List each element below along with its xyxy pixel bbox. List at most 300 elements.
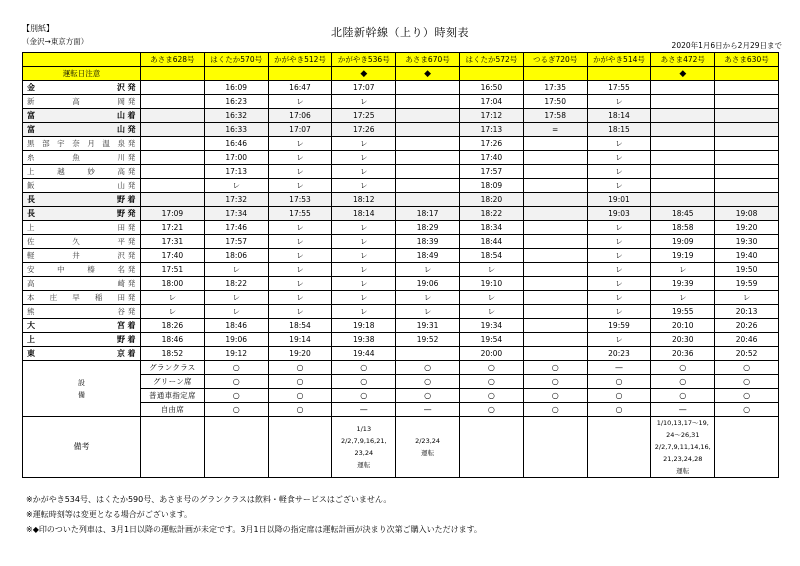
- time-cell: [651, 123, 715, 137]
- time-cell: [396, 165, 460, 179]
- time-cell: レ: [141, 305, 205, 319]
- time-cell: 18:29: [396, 221, 460, 235]
- facility-availability-cell: ○: [459, 389, 523, 403]
- time-cell: [523, 221, 587, 235]
- time-cell: 18:45: [651, 207, 715, 221]
- time-cell: 16:09: [204, 81, 268, 95]
- arrive-depart-mark: 発: [127, 208, 136, 218]
- time-cell: 19:55: [651, 305, 715, 319]
- remark-cell: [141, 417, 205, 478]
- station-label: [23, 319, 141, 333]
- time-cell: レ: [268, 165, 332, 179]
- time-cell: 19:38: [332, 333, 396, 347]
- remarks-row: [23, 417, 779, 478]
- time-cell: 17:13: [204, 165, 268, 179]
- time-cell: 20:52: [715, 347, 779, 361]
- remark-cell: [715, 417, 779, 478]
- remark-cell: 1/10,13,17〜19, 24〜26,31 2/2,7,9,11,14,16, 21,23,24,28 運転: [651, 417, 715, 478]
- time-cell: 17:26: [332, 123, 396, 137]
- time-cell: レ: [332, 249, 396, 263]
- time-cell: 17:51: [141, 263, 205, 277]
- time-cell: [523, 249, 587, 263]
- facility-availability-cell: ○: [332, 389, 396, 403]
- remark-cell: 1/13 2/2,7,9,16,21, 23,24 運転: [332, 417, 396, 478]
- remarks-label: 備考: [23, 417, 141, 478]
- time-cell: レ: [268, 277, 332, 291]
- arrive-depart-mark: 発: [127, 292, 136, 302]
- time-cell: 17:53: [268, 193, 332, 207]
- page-title: 北陸新幹線（上り）時刻表: [331, 26, 469, 39]
- time-cell: 19:14: [268, 333, 332, 347]
- time-cell: 17:50: [523, 95, 587, 109]
- time-cell: 20:23: [587, 347, 651, 361]
- time-cell: レ: [587, 165, 651, 179]
- facility-availability-cell: ○: [396, 361, 460, 375]
- time-cell: 16:47: [268, 81, 332, 95]
- facility-availability-cell: ○: [523, 389, 587, 403]
- remark-cell: 2/23,24 運転: [396, 417, 460, 478]
- time-cell: [523, 235, 587, 249]
- time-cell: 19:54: [459, 333, 523, 347]
- time-cell: 18:06: [204, 249, 268, 263]
- facility-side-char-2: 備: [78, 390, 85, 399]
- time-cell: 17:06: [268, 109, 332, 123]
- time-cell: レ: [332, 221, 396, 235]
- station-label: [23, 95, 141, 109]
- time-cell: レ: [268, 95, 332, 109]
- time-cell: 19:30: [715, 235, 779, 249]
- facility-availability-cell: ○: [651, 389, 715, 403]
- arrive-depart-mark: 発: [127, 138, 136, 148]
- time-cell: [396, 95, 460, 109]
- time-cell: 19:12: [204, 347, 268, 361]
- time-cell: 18:14: [587, 109, 651, 123]
- facility-availability-cell: ○: [204, 375, 268, 389]
- caution-mark-6: [459, 67, 523, 81]
- station-name: 長 野: [27, 194, 125, 204]
- time-cell: レ: [332, 95, 396, 109]
- station-name: 佐 久 平: [27, 236, 125, 246]
- arrive-depart-mark: 発: [127, 96, 136, 106]
- time-cell: [715, 193, 779, 207]
- facility-availability-cell: ○: [268, 389, 332, 403]
- table-row: [23, 95, 779, 109]
- time-cell: 19:19: [651, 249, 715, 263]
- time-cell: 17:26: [459, 137, 523, 151]
- facility-availability-cell: ○: [204, 403, 268, 417]
- remark-cell: [459, 417, 523, 478]
- footnote-2: ※運転時刻等は変更となる場合がございます。: [26, 510, 193, 519]
- time-cell: [523, 207, 587, 221]
- attachment-label: 【別紙】: [22, 24, 54, 33]
- time-cell: 19:06: [396, 277, 460, 291]
- train-header-1[interactable]: あさま628号: [141, 53, 205, 67]
- time-cell: 20:10: [651, 319, 715, 333]
- station-label: [23, 151, 141, 165]
- time-cell: レ: [587, 235, 651, 249]
- time-cell: 18:17: [396, 207, 460, 221]
- time-cell: 17:04: [459, 95, 523, 109]
- facility-availability-cell: ○: [204, 361, 268, 375]
- time-cell: 19:39: [651, 277, 715, 291]
- time-cell: 19:59: [587, 319, 651, 333]
- time-cell: 20:46: [715, 333, 779, 347]
- station-name: 富 山: [27, 110, 125, 120]
- station-name: 熊 谷: [27, 306, 125, 316]
- time-cell: レ: [268, 249, 332, 263]
- time-cell: レ: [651, 291, 715, 305]
- caution-mark-8: [587, 67, 651, 81]
- time-cell: 17:32: [204, 193, 268, 207]
- time-cell: 18:44: [459, 235, 523, 249]
- arrive-depart-mark: 着: [127, 320, 136, 330]
- time-cell: [651, 151, 715, 165]
- time-cell: 18:26: [141, 319, 205, 333]
- remark-cell: [523, 417, 587, 478]
- time-cell: 18:49: [396, 249, 460, 263]
- table-row: [23, 319, 779, 333]
- time-cell: レ: [268, 305, 332, 319]
- time-cell: 16:23: [204, 95, 268, 109]
- station-name: 飯 山: [27, 180, 125, 190]
- time-cell: 19:40: [715, 249, 779, 263]
- caution-mark-9: ◆: [651, 67, 715, 81]
- time-cell: 17:34: [204, 207, 268, 221]
- time-cell: レ: [332, 291, 396, 305]
- time-cell: レ: [204, 305, 268, 319]
- caution-mark-1: [141, 67, 205, 81]
- facility-availability-cell: ○: [715, 389, 779, 403]
- time-cell: [523, 151, 587, 165]
- arrive-depart-mark: 着: [127, 334, 136, 344]
- facility-availability-cell: —: [396, 403, 460, 417]
- time-cell: レ: [268, 151, 332, 165]
- caution-row: [23, 67, 779, 81]
- time-cell: レ: [459, 263, 523, 277]
- time-cell: [396, 81, 460, 95]
- time-cell: レ: [651, 263, 715, 277]
- caution-mark-7: [523, 67, 587, 81]
- time-cell: [651, 137, 715, 151]
- remarks-body: [23, 417, 779, 478]
- facility-label: 自由席: [141, 403, 205, 417]
- time-cell: [141, 165, 205, 179]
- footnote-1: ※かがやき534号、はくたか590号、あさま号のグランクラスは飲料・軽食サービスはございません。: [26, 495, 392, 504]
- time-cell: 19:44: [332, 347, 396, 361]
- station-name: 東 京: [27, 348, 125, 358]
- time-cell: レ: [587, 151, 651, 165]
- time-cell: 18:52: [141, 347, 205, 361]
- station-label: [23, 291, 141, 305]
- time-cell: レ: [587, 179, 651, 193]
- time-cell: [141, 81, 205, 95]
- time-cell: レ: [587, 137, 651, 151]
- train-header-7[interactable]: つるぎ720号: [523, 53, 587, 67]
- facility-availability-cell: ○: [332, 361, 396, 375]
- station-name: 上 野: [27, 334, 125, 344]
- arrive-depart-mark: 発: [127, 236, 136, 246]
- time-cell: 18:12: [332, 193, 396, 207]
- time-cell: 17:55: [587, 81, 651, 95]
- table-row: [23, 123, 779, 137]
- time-cell: レ: [396, 291, 460, 305]
- time-cell: [523, 263, 587, 277]
- time-cell: 17:35: [523, 81, 587, 95]
- time-cell: 19:06: [204, 333, 268, 347]
- time-cell: レ: [587, 291, 651, 305]
- facility-availability-cell: ○: [651, 375, 715, 389]
- page-header: [0, 0, 800, 52]
- timetable-head: [23, 53, 779, 81]
- station-name: 高 崎: [27, 278, 125, 288]
- time-cell: 18:14: [332, 207, 396, 221]
- time-cell: レ: [204, 179, 268, 193]
- arrive-depart-mark: 発: [127, 152, 136, 162]
- table-row: [23, 207, 779, 221]
- time-cell: [715, 165, 779, 179]
- time-cell: 18:22: [459, 207, 523, 221]
- station-name: 上 田: [27, 222, 125, 232]
- train-header-9[interactable]: あさま472号: [651, 53, 715, 67]
- arrive-depart-mark: 発: [127, 166, 136, 176]
- time-cell: 19:01: [587, 193, 651, 207]
- time-cell: [715, 137, 779, 151]
- station-label: [23, 81, 141, 95]
- time-cell: [396, 123, 460, 137]
- time-cell: レ: [268, 179, 332, 193]
- facility-side-char-1: 設: [78, 378, 85, 387]
- timetable-body: [23, 81, 779, 361]
- table-row: [23, 305, 779, 319]
- time-cell: 19:08: [715, 207, 779, 221]
- time-cell: 18:46: [141, 333, 205, 347]
- facility-availability-cell: ○: [268, 361, 332, 375]
- time-cell: 18:09: [459, 179, 523, 193]
- time-cell: レ: [459, 291, 523, 305]
- time-cell: [523, 193, 587, 207]
- train-name-row: [23, 53, 779, 67]
- facility-availability-cell: —: [651, 403, 715, 417]
- table-row: [23, 221, 779, 235]
- time-cell: 18:39: [396, 235, 460, 249]
- time-cell: レ: [268, 291, 332, 305]
- station-name: 新 高 岡: [27, 96, 125, 106]
- remark-cell: [268, 417, 332, 478]
- facility-availability-cell: ○: [396, 389, 460, 403]
- table-row: [23, 249, 779, 263]
- time-cell: レ: [587, 277, 651, 291]
- train-header-10[interactable]: あさま630号: [715, 53, 779, 67]
- arrive-depart-mark: 発: [127, 264, 136, 274]
- station-name: 上 越 妙 高: [27, 166, 125, 176]
- time-cell: 20:00: [459, 347, 523, 361]
- time-cell: 17:40: [459, 151, 523, 165]
- table-row: [23, 165, 779, 179]
- time-cell: 19:09: [651, 235, 715, 249]
- time-cell: 17:40: [141, 249, 205, 263]
- time-cell: レ: [332, 277, 396, 291]
- facility-availability-cell: ○: [459, 375, 523, 389]
- table-row: [23, 263, 779, 277]
- time-cell: レ: [204, 263, 268, 277]
- train-header-2[interactable]: はくたか570号: [204, 53, 268, 67]
- time-cell: 17:13: [459, 123, 523, 137]
- caution-mark-5: ◆: [396, 67, 460, 81]
- time-cell: レ: [396, 263, 460, 277]
- arrive-depart-mark: 発: [127, 222, 136, 232]
- facility-availability-cell: ○: [587, 403, 651, 417]
- time-cell: レ: [587, 249, 651, 263]
- time-cell: [651, 165, 715, 179]
- footnote-3: ※◆印のついた列車は、3月1日以降の運転計画が未定です。3月1日以降の指定席は運転計画が決まり次第ご購入いただけます。: [26, 525, 482, 534]
- time-cell: [523, 291, 587, 305]
- time-cell: 19:50: [715, 263, 779, 277]
- time-cell: 17:12: [459, 109, 523, 123]
- time-cell: 18:54: [459, 249, 523, 263]
- time-cell: =: [523, 123, 587, 137]
- station-label: [23, 235, 141, 249]
- facility-availability-cell: ○: [523, 375, 587, 389]
- station-name: 本 庄 早 稲 田: [27, 292, 125, 302]
- table-row: [23, 235, 779, 249]
- table-row: [23, 137, 779, 151]
- station-label: [23, 179, 141, 193]
- station-name: 金 沢: [27, 82, 125, 92]
- time-cell: [523, 333, 587, 347]
- time-cell: 17:58: [523, 109, 587, 123]
- train-header-5[interactable]: あさま670号: [396, 53, 460, 67]
- arrive-depart-mark: 発: [127, 124, 136, 134]
- time-cell: [396, 193, 460, 207]
- table-row: [23, 179, 779, 193]
- time-cell: [523, 347, 587, 361]
- timetable: [22, 52, 779, 478]
- time-cell: レ: [332, 151, 396, 165]
- station-name: 長 野: [27, 208, 125, 218]
- facility-availability-cell: —: [332, 403, 396, 417]
- time-cell: 17:55: [268, 207, 332, 221]
- facility-availability-cell: ○: [204, 389, 268, 403]
- time-cell: [651, 81, 715, 95]
- station-label: [23, 333, 141, 347]
- station-label: [23, 137, 141, 151]
- time-cell: [523, 137, 587, 151]
- time-cell: [651, 193, 715, 207]
- arrive-depart-mark: 発: [127, 180, 136, 190]
- facility-availability-cell: ○: [332, 375, 396, 389]
- facility-body: [23, 361, 779, 417]
- table-row: [23, 81, 779, 95]
- time-cell: 19:18: [332, 319, 396, 333]
- time-cell: レ: [332, 305, 396, 319]
- time-cell: 18:20: [459, 193, 523, 207]
- time-cell: [651, 179, 715, 193]
- facility-availability-cell: ○: [268, 403, 332, 417]
- time-cell: レ: [332, 165, 396, 179]
- time-cell: 19:10: [459, 277, 523, 291]
- table-row: [23, 193, 779, 207]
- facility-availability-cell: ○: [523, 361, 587, 375]
- time-cell: [715, 109, 779, 123]
- time-cell: [141, 137, 205, 151]
- time-cell: レ: [587, 333, 651, 347]
- time-cell: レ: [268, 221, 332, 235]
- facility-label: グランクラス: [141, 361, 205, 375]
- station-label: [23, 109, 141, 123]
- time-cell: レ: [332, 263, 396, 277]
- time-cell: [523, 277, 587, 291]
- time-cell: [141, 151, 205, 165]
- time-cell: 20:30: [651, 333, 715, 347]
- time-cell: [141, 179, 205, 193]
- time-cell: 19:59: [715, 277, 779, 291]
- station-label: [23, 347, 141, 361]
- time-cell: 18:22: [204, 277, 268, 291]
- station-label: [23, 207, 141, 221]
- time-cell: [523, 305, 587, 319]
- time-cell: 20:13: [715, 305, 779, 319]
- facility-side-label: [23, 361, 141, 417]
- time-cell: 17:00: [204, 151, 268, 165]
- remark-cell: [587, 417, 651, 478]
- time-cell: レ: [396, 305, 460, 319]
- time-cell: [396, 151, 460, 165]
- time-cell: レ: [587, 263, 651, 277]
- time-cell: 18:54: [268, 319, 332, 333]
- time-cell: レ: [459, 305, 523, 319]
- time-cell: [396, 347, 460, 361]
- time-cell: 19:34: [459, 319, 523, 333]
- facility-availability-cell: ○: [715, 403, 779, 417]
- station-name: 軽 井 沢: [27, 250, 125, 260]
- time-cell: レ: [332, 137, 396, 151]
- time-cell: 18:46: [204, 319, 268, 333]
- time-cell: [396, 137, 460, 151]
- time-cell: 17:09: [141, 207, 205, 221]
- table-row: [23, 347, 779, 361]
- time-cell: レ: [332, 179, 396, 193]
- caution-label: 運転日注意: [23, 67, 141, 81]
- time-cell: レ: [587, 221, 651, 235]
- station-label: [23, 263, 141, 277]
- facility-availability-cell: ○: [715, 361, 779, 375]
- arrive-depart-mark: 発: [127, 82, 136, 92]
- time-cell: 18:58: [651, 221, 715, 235]
- facility-label: 普通車指定席: [141, 389, 205, 403]
- time-cell: [141, 193, 205, 207]
- train-header-8[interactable]: かがやき514号: [587, 53, 651, 67]
- time-cell: [141, 95, 205, 109]
- time-cell: レ: [332, 235, 396, 249]
- train-header-4[interactable]: かがやき536号: [332, 53, 396, 67]
- arrive-depart-mark: 発: [127, 306, 136, 316]
- time-cell: レ: [268, 263, 332, 277]
- train-header-6[interactable]: はくたか572号: [459, 53, 523, 67]
- time-cell: [715, 151, 779, 165]
- train-header-3[interactable]: かがやき512号: [268, 53, 332, 67]
- time-cell: レ: [141, 291, 205, 305]
- station-column-header: [23, 53, 141, 67]
- facility-availability-cell: ○: [715, 375, 779, 389]
- station-label: [23, 221, 141, 235]
- station-name: 糸 魚 川: [27, 152, 125, 162]
- time-cell: [715, 81, 779, 95]
- facility-availability-cell: —: [587, 361, 651, 375]
- time-cell: [141, 123, 205, 137]
- caution-mark-3: [268, 67, 332, 81]
- station-label: [23, 305, 141, 319]
- time-cell: 17:57: [459, 165, 523, 179]
